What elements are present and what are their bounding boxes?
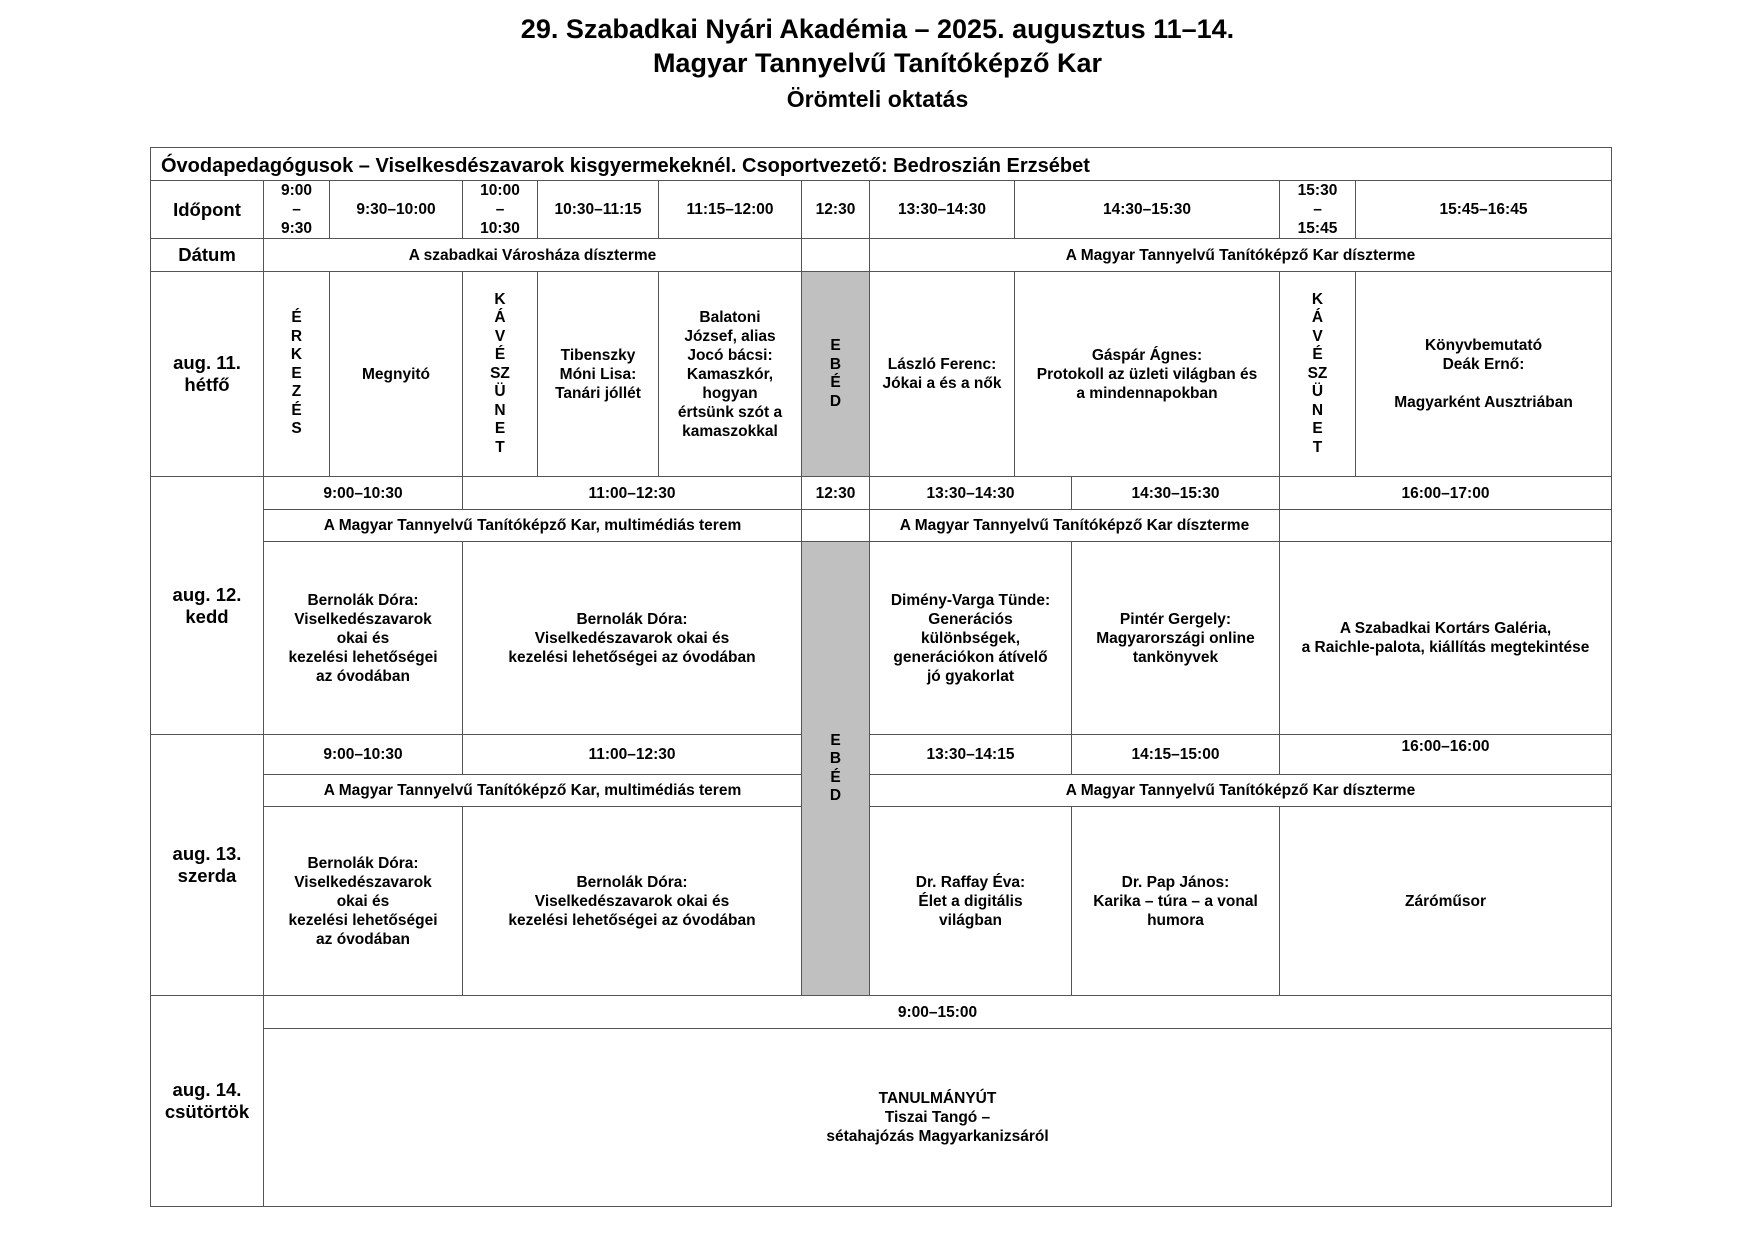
day2-time-c: 12:30 xyxy=(801,476,870,510)
arrival-char: R xyxy=(290,327,303,345)
coffee-char: SZ xyxy=(490,364,510,382)
day3-session-pap: Dr. Pap János: Karika – túra – a vonal humora xyxy=(1071,806,1280,996)
day3-time-f: 16:00–16:00 xyxy=(1279,734,1612,775)
arrival-char: É xyxy=(291,401,302,419)
day2-venue-diszterem: A Magyar Tannyelvű Tanítóképző Kar díszterme xyxy=(869,509,1280,542)
day2-time-e: 14:30–15:30 xyxy=(1071,476,1280,510)
time-header-2: 9:30–10:00 xyxy=(329,180,463,239)
day2-time-a: 9:00–10:30 xyxy=(263,476,463,510)
section-title: Örömteli oktatás xyxy=(786,86,969,112)
coffee-break-1 xyxy=(462,271,538,477)
group-title: Óvodapedagógusok – Viselkesdészavarok kisgyermekeknél. Csoportvezető: Bedroszián Erzsébet xyxy=(150,147,1612,181)
coffee-char: V xyxy=(494,327,506,345)
day3-venue-diszterem: A Magyar Tannyelvű Tanítóképző Kar díszterme xyxy=(869,774,1612,807)
time-header-5: 11:15–12:00 xyxy=(658,180,802,239)
venue-varoshaza: A szabadkai Városháza díszterme xyxy=(263,238,802,272)
coffee-char: N xyxy=(494,401,506,419)
time-header-1: 9:00 – 9:30 xyxy=(263,180,330,239)
day3-session-raffay: Dr. Raffay Éva: Élet a digitális világban xyxy=(869,806,1072,996)
empty-cell xyxy=(801,509,870,542)
document-title: 29. Szabadkai Nyári Akadémia – 2025. augusztus 11–14. xyxy=(520,14,1235,44)
coffee-char: K xyxy=(494,290,506,308)
arrival-char: Z xyxy=(291,383,302,401)
day3-time-d: 13:30–14:15 xyxy=(869,734,1072,775)
session-konyvbemutato: Könyvbemutató Deák Ernő: Magyarként Ausztriában xyxy=(1355,271,1612,477)
lunch-char: D xyxy=(829,787,842,804)
lunch-char: B xyxy=(829,750,842,767)
time-header-7: 13:30–14:30 xyxy=(869,180,1015,239)
time-header-8: 14:30–15:30 xyxy=(1014,180,1280,239)
session-tibenszky: Tibenszky Móni Lisa: Tanári jóllét xyxy=(537,271,659,477)
day2-time-b: 11:00–12:30 xyxy=(462,476,802,510)
day3-session-bernolak-1: Bernolák Dóra: Viselkedészavarok okai és kezelési lehetőségei az óvodában xyxy=(263,806,463,996)
empty-cell xyxy=(801,238,870,272)
arrival-cell xyxy=(263,271,330,477)
lunch-char: E xyxy=(830,731,841,749)
day2-session-bernolak-2: Bernolák Dóra: Viselkedészavarok okai és kezelési lehetőségei az óvodában xyxy=(462,541,802,735)
day2-session-bernolak-1: Bernolák Dóra: Viselkedészavarok okai és kezelési lehetőségei az óvodában xyxy=(263,541,463,735)
lunch-cell-1 xyxy=(801,271,870,477)
arrival-char: S xyxy=(291,420,302,438)
time-header-6: 12:30 xyxy=(801,180,870,239)
lunch-char: É xyxy=(830,374,841,391)
time-header-3: 10:00 – 10:30 xyxy=(462,180,538,239)
day3-venue-multimedia: A Magyar Tannyelvű Tanítóképző Kar, multimédiás terem xyxy=(263,774,802,807)
day2-session-pinter: Pintér Gergely: Magyarországi online tankönyvek xyxy=(1071,541,1280,735)
day4-study-trip: TANULMÁNYÚT Tiszai Tangó – sétahajózás Magyarkanizsáról xyxy=(263,1028,1612,1207)
coffee-char: SZ xyxy=(1307,364,1328,382)
arrival-char: K xyxy=(290,346,303,364)
coffee-char: E xyxy=(1312,420,1323,438)
date-label: Dátum xyxy=(150,238,264,272)
time-label: Időpont xyxy=(150,180,264,239)
time-header-4: 10:30–11:15 xyxy=(537,180,659,239)
day2-time-f: 16:00–17:00 xyxy=(1279,476,1612,510)
coffee-char: É xyxy=(1312,346,1323,364)
time-header-10: 15:45–16:45 xyxy=(1355,180,1612,239)
session-laszlo: László Ferenc: Jókai a és a nők xyxy=(869,271,1015,477)
day2-time-d: 13:30–14:30 xyxy=(869,476,1072,510)
coffee-char: E xyxy=(494,420,506,438)
day3-session-zaro: Záróműsor xyxy=(1279,806,1612,996)
day3-session-bernolak-2: Bernolák Dóra: Viselkedészavarok okai és kezelési lehetőségei az óvodában xyxy=(462,806,802,996)
day3-time-e: 14:15–15:00 xyxy=(1071,734,1280,775)
day2-session-dimeny: Dimény-Varga Tünde: Generációs különbségek, generációkon átívelő jó gyakorlat xyxy=(869,541,1072,735)
coffee-char: Ü xyxy=(1311,383,1324,401)
day-label-aug-11: aug. 11. hétfő xyxy=(150,271,264,477)
venue-diszterem: A Magyar Tannyelvű Tanítóképző Kar díszterme xyxy=(869,238,1612,272)
empty-cell xyxy=(1279,509,1612,542)
lunch-char: D xyxy=(829,392,842,410)
lunch-char: É xyxy=(830,768,841,786)
coffee-break-2 xyxy=(1279,271,1356,477)
coffee-char: K xyxy=(1311,290,1324,308)
day2-venue-multimedia: A Magyar Tannyelvű Tanítóképző Kar, multimédiás terem xyxy=(263,509,802,542)
session-balatoni: Balatoni József, alias Jocó bácsi: Kamaszkór, hogyan értsünk szót a kamaszokkal xyxy=(658,271,802,477)
day2-session-galeria: A Szabadkai Kortárs Galéria, a Raichle-palota, kiállítás megtekintése xyxy=(1279,541,1612,735)
lunch-char: E xyxy=(830,337,841,354)
day3-time-a: 9:00–10:30 xyxy=(263,734,463,775)
coffee-char: Ü xyxy=(494,383,506,401)
day3-time-b: 11:00–12:30 xyxy=(462,734,802,775)
session-gaspar: Gáspár Ágnes: Protokoll az üzleti világban és a mindennapokban xyxy=(1014,271,1280,477)
day-label-aug-14: aug. 14. csütörtök xyxy=(150,995,264,1207)
arrival-char: É xyxy=(291,309,302,327)
opening-cell: Megnyitó xyxy=(329,271,463,477)
coffee-char: Á xyxy=(494,309,506,327)
arrival-char: E xyxy=(291,364,302,382)
coffee-char: Á xyxy=(1311,309,1324,327)
document-subtitle: Magyar Tannyelvű Tanítóképző Kar xyxy=(652,48,1103,78)
coffee-char: É xyxy=(494,346,506,364)
time-header-9: 15:30 – 15:45 xyxy=(1279,180,1356,239)
day-label-aug-13: aug. 13. szerda xyxy=(150,734,264,996)
day-label-aug-12: aug. 12. kedd xyxy=(150,476,264,735)
coffee-char: T xyxy=(1312,438,1323,456)
coffee-char: T xyxy=(495,438,505,456)
day4-time: 9:00–15:00 xyxy=(263,995,1612,1029)
lunch-cell-2 xyxy=(801,541,870,996)
coffee-char: V xyxy=(1312,327,1323,345)
coffee-char: N xyxy=(1311,401,1324,419)
lunch-char: B xyxy=(829,355,842,373)
